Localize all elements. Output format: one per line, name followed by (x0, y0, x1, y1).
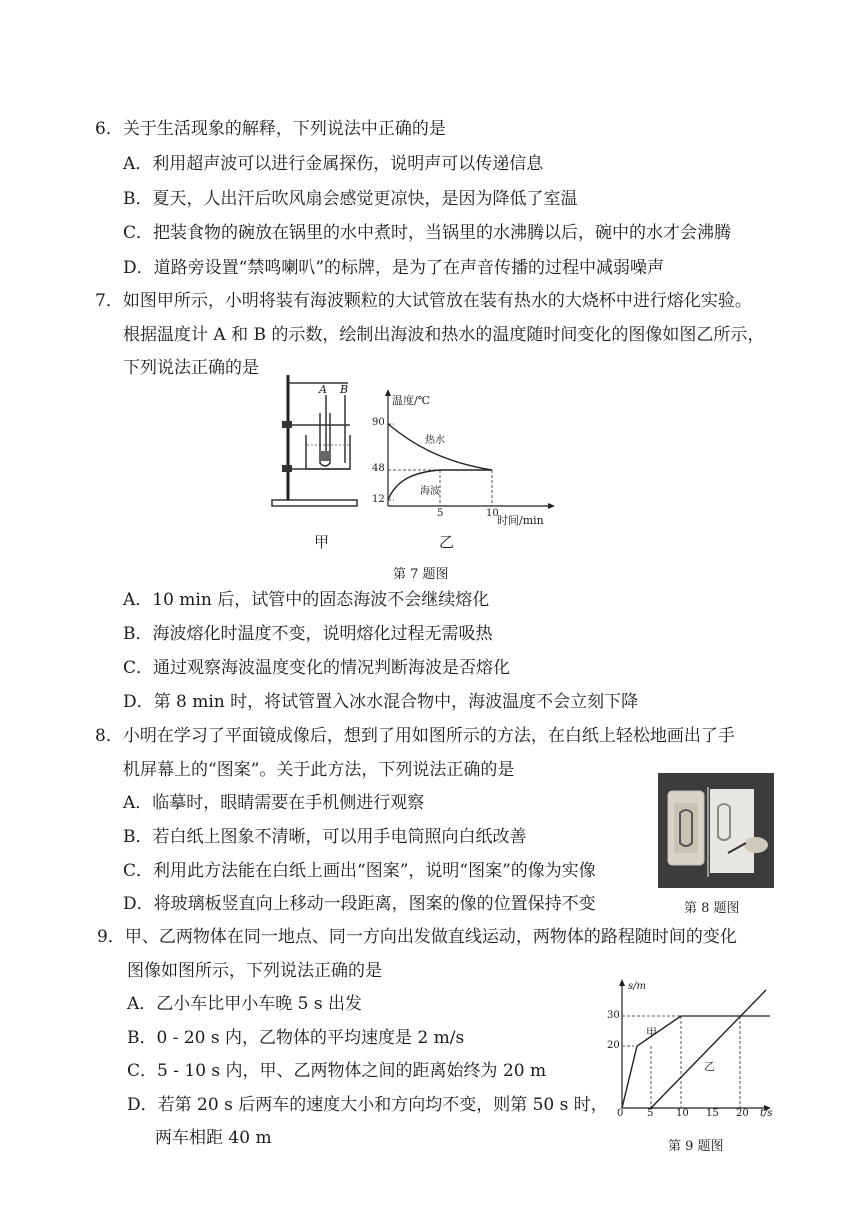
q8-option-a: A．临摹时，眼睛需要在手机侧进行观察 (123, 793, 425, 813)
q9-option-d-line2: 两车相距 40 m (155, 1128, 272, 1148)
q7-graph-ytick-12: 12 (372, 494, 385, 505)
q8-option-b: B．若白纸上图象不清晰，可以用手电筒照向白纸改善 (123, 827, 527, 847)
q6-option-c: C．把装食物的碗放在锅里的水中煮时，当锅里的水沸腾以后，碗中的水才会沸腾 (123, 223, 732, 243)
q9-figure-caption: 第 9 题图 (668, 1139, 724, 1154)
q9-stem-line2: 图像如图所示，下列说法正确的是 (127, 961, 382, 981)
q9-option-b: B．0 - 20 s 内，乙物体的平均速度是 2 m/s (127, 1028, 465, 1048)
hot-water-label: 热水 (425, 435, 445, 446)
q7-option-a: A．10 min 后，试管中的固态海波不会继续熔化 (123, 590, 490, 610)
q7-option-b: B．海波熔化时温度不变，说明熔化过程无需吸热 (123, 624, 493, 644)
q8-option-c: C．利用此方法能在白纸上画出“图案”，说明“图案”的像为实像 (123, 861, 596, 881)
q7-figure-jia-label: 甲 (314, 533, 330, 551)
q9-graph-xlabel: t/s (760, 1108, 773, 1119)
q9-graph-xtick-15: 15 (706, 1108, 719, 1119)
q9-graph-xtick-5: 5 (647, 1108, 654, 1119)
q6-option-b: B．夏天，人出汗后吹风扇会感觉更凉快，是因为降低了室温 (123, 189, 578, 209)
q6-stem: 6．关于生活现象的解释，下列说法中正确的是 (95, 119, 446, 139)
q9-graph-ylabel: s/m (628, 981, 646, 992)
q7-graph-ylabel: 温度/℃ (392, 394, 431, 407)
jia-line-label: 甲 (646, 1026, 657, 1039)
q7-graph-ytick-48: 48 (372, 463, 385, 474)
q7-stem-line3: 下列说法正确的是 (123, 358, 259, 378)
q9-distance-time-graph (604, 978, 772, 1118)
q7-figure-caption: 第 7 题图 (393, 567, 449, 582)
q9-stem-line1: 9．甲、乙两物体在同一地点、同一方向出发做直线运动，两物体的路程随时间的变化 (97, 927, 737, 947)
thermometer-b-label: B (340, 383, 349, 396)
q8-photo (658, 773, 774, 888)
q7-graph-xtick-5: 5 (437, 508, 444, 519)
q7-graph-xlabel: 时间/min (497, 514, 544, 527)
q8-photo-content (658, 773, 774, 888)
q7-stem-line1: 7．如图甲所示，小明将装有海波颗粒的大试管放在装有热水的大烧杯中进行熔化实验。 (95, 291, 752, 311)
q9-option-a: A．乙小车比甲小车晚 5 s 出发 (127, 994, 363, 1014)
q9-graph-ytick-30: 30 (607, 1010, 620, 1021)
q8-stem-line1: 8．小明在学习了平面镜成像后，想到了用如图所示的方法，在白纸上轻松地画出了手 (95, 726, 735, 746)
q9-graph-xtick-20: 20 (736, 1108, 749, 1119)
q8-figure-caption: 第 8 题图 (684, 901, 740, 916)
q7-graph-xtick-10: 10 (486, 508, 499, 519)
yi-line-label: 乙 (704, 1060, 715, 1073)
q7-temperature-graph (362, 388, 558, 528)
q9-graph-xtick-10: 10 (676, 1108, 689, 1119)
q7-graph-ytick-90: 90 (372, 417, 385, 428)
q9-option-c: C．5 - 10 s 内，甲、乙两物体之间的距离始终为 20 m (127, 1061, 547, 1081)
q6-option-a: A．利用超声波可以进行金属探伤，说明声可以传递信息 (123, 154, 544, 174)
q7-option-c: C．通过观察海波温度变化的情况判断海波是否熔化 (123, 658, 511, 678)
thermometer-a-label: A (319, 383, 327, 396)
q8-option-d: D．将玻璃板竖直向上移动一段距离，图案的像的位置保持不变 (123, 894, 596, 914)
q9-option-d-line1: D．若第 20 s 后两车的速度大小和方向均不变，则第 50 s 时， (127, 1095, 608, 1115)
q6-option-d: D．道路旁设置“禁鸣喇叭”的标牌，是为了在声音传播的过程中减弱噪声 (123, 258, 665, 278)
q7-option-d: D．第 8 min 时，将试管置入冰水混合物中，海波温度不会立刻下降 (123, 692, 639, 712)
q8-stem-line2: 机屏幕上的“图案”。关于此方法，下列说法正确的是 (123, 760, 515, 780)
hypo-label: 海波 (420, 486, 440, 497)
q9-graph-xtick-0: 0 (617, 1108, 624, 1119)
q9-graph-ytick-20: 20 (607, 1040, 620, 1051)
q7-stem-line2: 根据温度计 A 和 B 的示数，绘制出海波和热水的温度随时间变化的图像如图乙所示， (123, 325, 765, 345)
q7-figure-yi-label: 乙 (439, 533, 455, 551)
